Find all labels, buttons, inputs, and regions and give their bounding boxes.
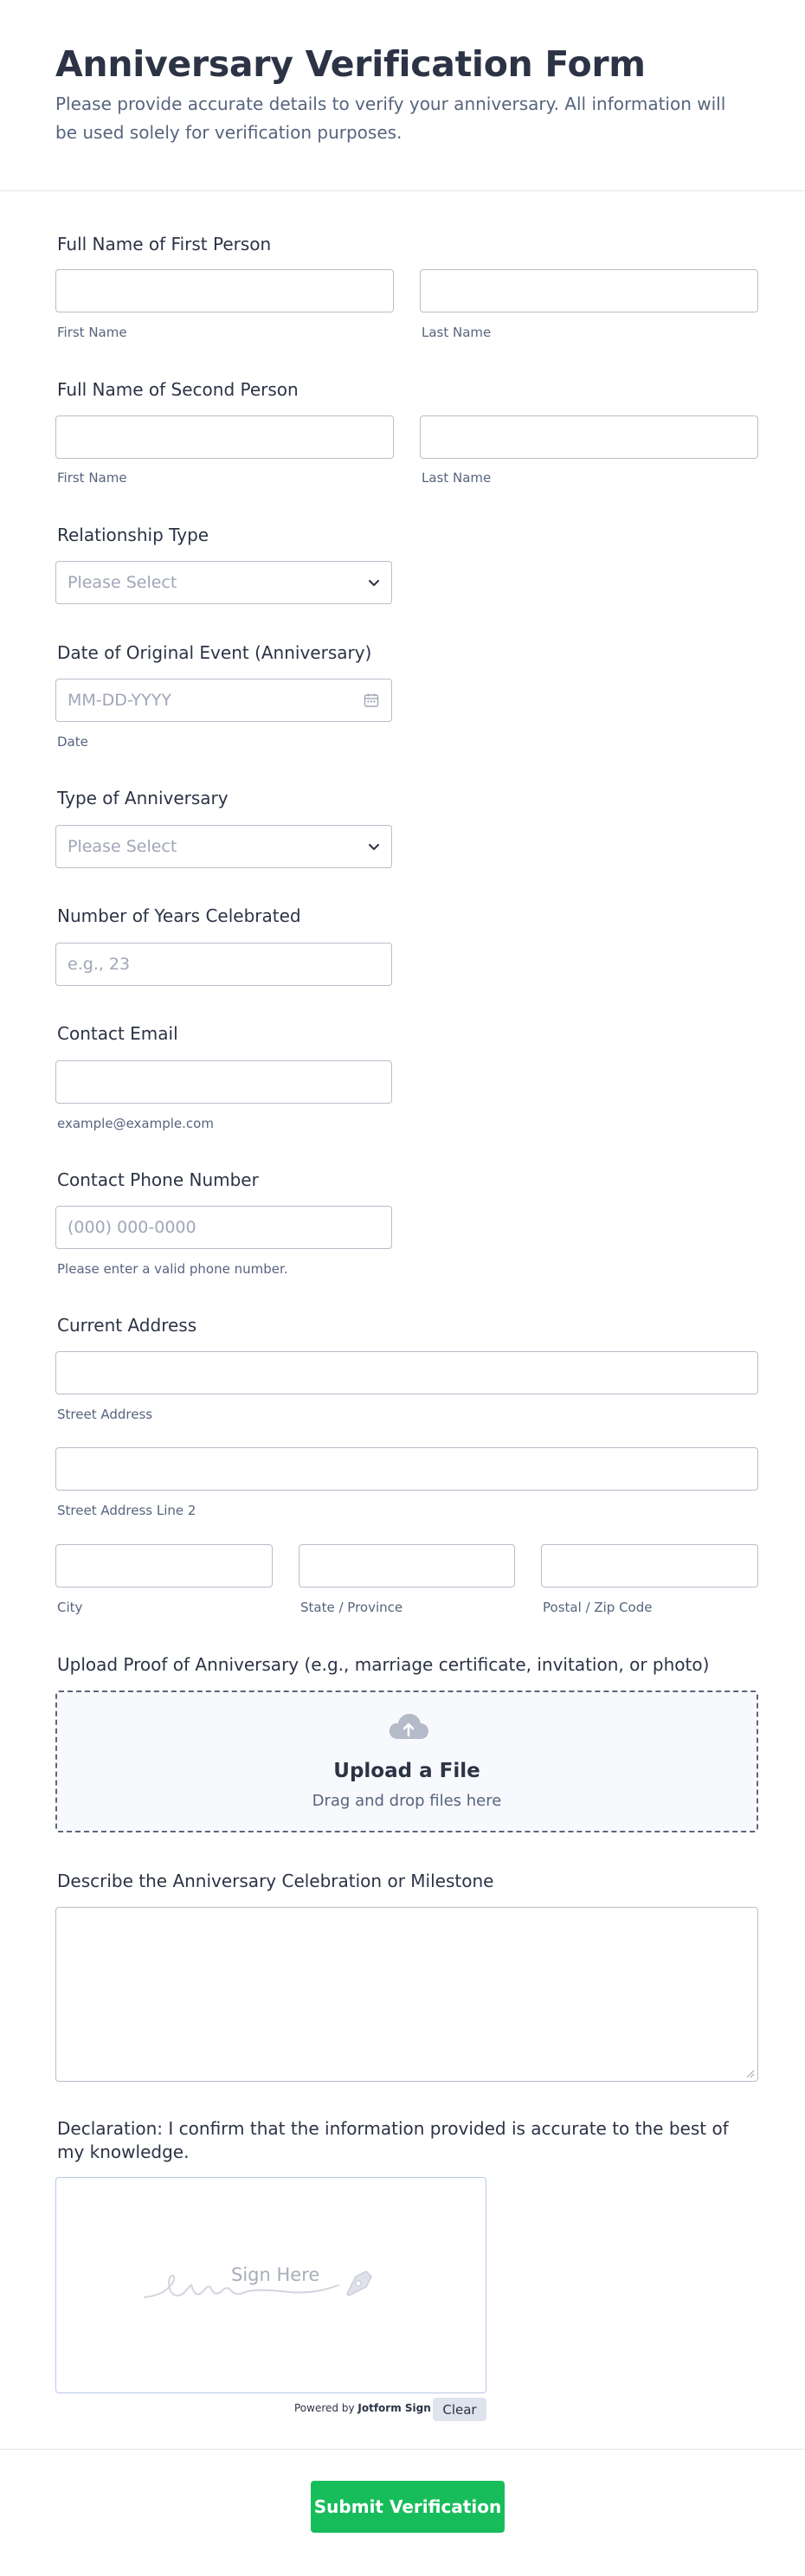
powered-by-prefix: Powered by bbox=[294, 2402, 355, 2414]
upload-subtitle: Drag and drop files here bbox=[312, 1792, 502, 1810]
city-sublabel: City bbox=[57, 1600, 83, 1615]
event-date-sublabel: Date bbox=[57, 734, 88, 750]
anniversary-type-label: Type of Anniversary bbox=[57, 788, 229, 808]
phone-sublabel: Please enter a valid phone number. bbox=[57, 1261, 288, 1277]
street-address-line2-sublabel: Street Address Line 2 bbox=[57, 1503, 196, 1518]
second-person-first-name-input[interactable] bbox=[55, 415, 394, 459]
city-input[interactable] bbox=[55, 1544, 273, 1587]
signature-pad[interactable] bbox=[55, 2177, 486, 2393]
first-person-first-name-sublabel: First Name bbox=[57, 325, 127, 340]
first-person-last-name-sublabel: Last Name bbox=[422, 325, 492, 340]
second-person-last-name-input[interactable] bbox=[420, 415, 758, 459]
cloud-upload-icon bbox=[387, 1710, 430, 1744]
first-person-last-name-input[interactable] bbox=[420, 269, 758, 312]
sign-here-placeholder: Sign Here bbox=[231, 2264, 320, 2285]
years-input[interactable] bbox=[55, 943, 392, 986]
anniversary-type-select[interactable] bbox=[55, 825, 392, 868]
calendar-icon[interactable] bbox=[363, 692, 380, 709]
file-upload-dropzone[interactable] bbox=[55, 1690, 758, 1832]
email-sublabel: example@example.com bbox=[57, 1116, 214, 1131]
email-label: Contact Email bbox=[57, 1023, 178, 1044]
footer-divider bbox=[0, 2449, 805, 2450]
description-textarea[interactable] bbox=[55, 1907, 758, 2082]
resize-handle-icon[interactable] bbox=[744, 2068, 755, 2078]
street-address-sublabel: Street Address bbox=[57, 1407, 153, 1422]
years-label: Number of Years Celebrated bbox=[57, 905, 301, 926]
anniversary-type-select-value: Please Select bbox=[68, 837, 177, 856]
chevron-down-icon bbox=[367, 840, 381, 853]
powered-by-text bbox=[294, 2402, 431, 2414]
powered-by-brand: Jotform Sign bbox=[357, 2402, 431, 2414]
form-header bbox=[0, 0, 805, 191]
address-label: Current Address bbox=[57, 1315, 197, 1336]
description-label: Describe the Anniversary Celebration or Milestone bbox=[57, 1871, 494, 1891]
street-address-line2-input[interactable] bbox=[55, 1447, 758, 1491]
page-title: Anniversary Verification Form bbox=[55, 43, 646, 85]
event-date-placeholder: MM-DD-YYYY bbox=[68, 691, 171, 710]
clear-signature-button[interactable]: Clear bbox=[433, 2398, 486, 2421]
second-person-last-name-sublabel: Last Name bbox=[422, 470, 492, 486]
phone-label: Contact Phone Number bbox=[57, 1169, 259, 1190]
relationship-label: Relationship Type bbox=[57, 525, 209, 545]
second-person-first-name-sublabel: First Name bbox=[57, 470, 127, 486]
zip-input[interactable] bbox=[541, 1544, 758, 1587]
second-person-label: Full Name of Second Person bbox=[57, 379, 299, 400]
email-input[interactable] bbox=[55, 1060, 392, 1104]
submit-button[interactable]: Submit Verification bbox=[311, 2481, 505, 2533]
declaration-label: Declaration: I confirm that the information provided is accurate to the best of my knowledge. bbox=[57, 2118, 729, 2162]
street-address-input[interactable] bbox=[55, 1351, 758, 1394]
upload-label: Upload Proof of Anniversary (e.g., marriage certificate, invitation, or photo) bbox=[57, 1654, 710, 1675]
first-person-first-name-input[interactable] bbox=[55, 269, 394, 312]
page-description: Please provide accurate details to verify your anniversary. All information will be used solely for verification purposes. bbox=[55, 93, 726, 143]
upload-title: Upload a File bbox=[333, 1760, 480, 1782]
relationship-select-value: Please Select bbox=[68, 573, 177, 592]
event-date-label: Date of Original Event (Anniversary) bbox=[57, 642, 372, 663]
state-input[interactable] bbox=[299, 1544, 515, 1587]
phone-input[interactable] bbox=[55, 1206, 392, 1249]
state-sublabel: State / Province bbox=[300, 1600, 403, 1615]
relationship-select[interactable] bbox=[55, 561, 392, 604]
zip-sublabel: Postal / Zip Code bbox=[543, 1600, 653, 1615]
event-date-input[interactable] bbox=[55, 679, 392, 722]
first-person-label: Full Name of First Person bbox=[57, 234, 272, 254]
chevron-down-icon bbox=[367, 576, 381, 589]
